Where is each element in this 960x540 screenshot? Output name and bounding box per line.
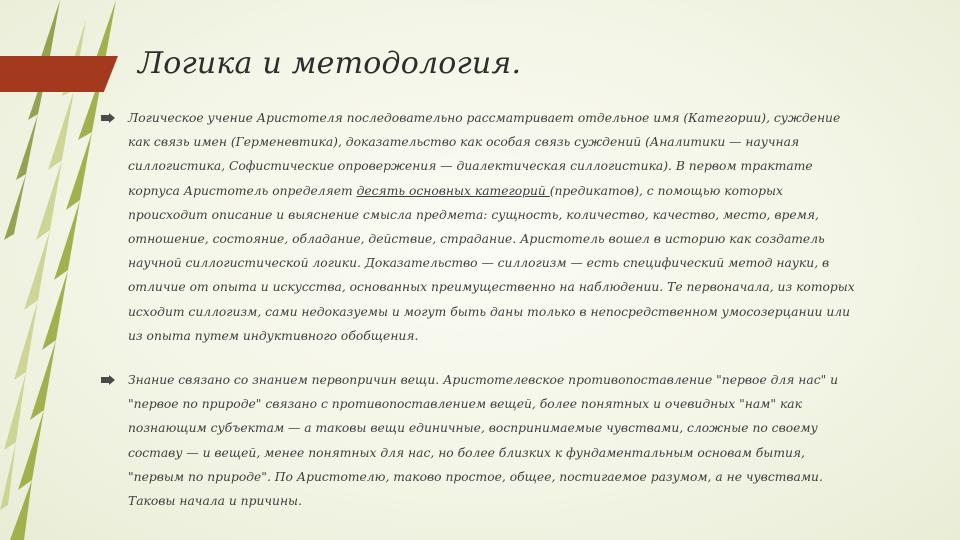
paragraph-knowledge: Знание связано со знанием первопричин вещи. Аристотелевское противопоставление "первое для нас" и "первое по природе" связано с противопоставлением вещей, более понятных и очевидных "нам" как познающим субъектам — а таковы вещи единичные, воспринимаемые чувствами, сложные по своему составу — и вещей, менее понятных для нас, но более близких к фундаментальным основам бытия, "первым по природе". По Аристотелю, таково простое, общее, постигаемое разумом, а не чувствами. Таковы начала и причины. (128, 373, 839, 509)
title-accent-bar (0, 56, 118, 92)
slide-title: Логика и методология. (138, 46, 522, 81)
paragraph-logic-text-1: Логическое учение Аристотеля последовательно рассматривает отдельное имя (Категории), суждение как связь имен (Герменевтика), доказательство как особая связь суждений (Аналитики — научная силлогистика, Софистические опровержения — диалектическая силлогистика). В первом трактате корпуса Аристотель определяет (128, 111, 841, 198)
categories-link[interactable]: десять основных категорий (356, 183, 550, 198)
paragraph-logic (128, 106, 863, 348)
paragraph-logic-text-2: (предикатов), с помощью которых происходит описание и выяснение смысла предмета: сущность, количество, качество, место, время, отношение, состояние, обладание, действие, страдание. Аристотель вошел в историю как создатель научной силлогистической логики. Доказательство — силлогизм — есть специфический метод науки, в отличие от опыта и искусства, основанных преимущественно на наблюдении. Те первоначала, из которых исходит силлогизм, сами недоказуемы и могут быть даны только в непосредственном умосозерцании или из опыта путем индуктивного обобщения. (128, 183, 855, 343)
arrow-bullet-icon (101, 375, 115, 385)
arrow-bullet-icon (101, 113, 115, 123)
